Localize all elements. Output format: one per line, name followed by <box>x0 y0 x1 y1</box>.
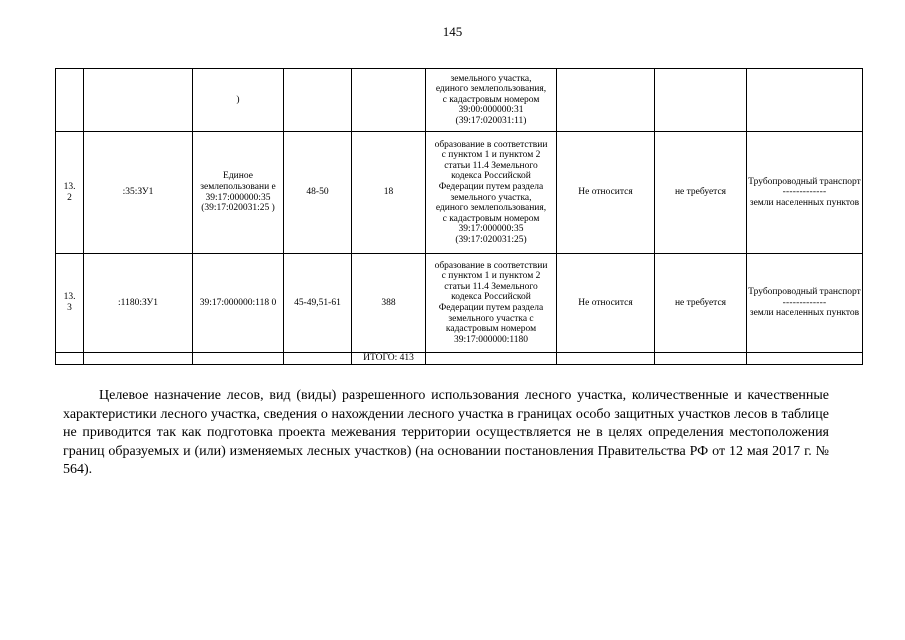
description-line: с кадастровым номером <box>442 213 540 224</box>
category-cell <box>557 69 655 132</box>
description-line: кодекса Российской <box>451 292 531 303</box>
description-line: земельного участка с <box>448 313 534 324</box>
land-category-label: земли населенных пунктов <box>749 308 860 319</box>
description-line: образование в соответствии <box>434 139 548 150</box>
description-line: с кадастровым номером <box>442 94 540 105</box>
area-cell <box>352 69 426 132</box>
description-line: земельного участка, <box>450 192 532 203</box>
permitted-use-label: Трубопроводный транспорт <box>748 176 861 187</box>
separator-dashes: ------------- <box>782 297 827 308</box>
approval-cell <box>655 69 747 132</box>
land-category-label: земли населенных пунктов <box>749 197 860 208</box>
total-row <box>56 353 863 365</box>
note-text: Целевое назначение лесов, вид (виды) разрешенного использования лесного участка, количественные и качественные характеристики лесного участка, сведения о нахождении лесного участка в границах особо защитных участков лесов в таблице не приводится так как подготовка проекта межевания территории осуществляется не в целях определения местоположения границ образуемых и (или) изменяемых лесных участков) (на основании постановления Правительства РФ от 12 мая 2017 г. № 564). <box>63 388 829 477</box>
description-line: кодекса Российской <box>451 171 531 182</box>
empty-cell <box>284 353 352 365</box>
approval-cell: не требуется <box>655 254 747 353</box>
description-line: статьи 11.4 Земельного <box>444 160 538 171</box>
plot-code-cell: :35:ЗУ1 <box>84 132 193 254</box>
description-line: единого землепользования, <box>435 84 547 95</box>
description-line: единого землепользования, <box>435 203 547 214</box>
formation-method-cell <box>426 254 557 353</box>
description-line: земельного участка, <box>450 73 532 84</box>
forest-note-paragraph <box>63 387 829 480</box>
category-cell: Не относится <box>557 132 655 254</box>
approval-cell: не требуется <box>655 132 747 254</box>
description-line: статьи 11.4 Земельного <box>444 281 538 292</box>
source-plot-cell: Единое землепользовани е 39:17:000000:35 (39:17:020031:25 ) <box>193 132 284 254</box>
permitted-use-cell <box>747 69 863 132</box>
description-line: 39:17:000000:1180 <box>453 334 529 345</box>
quarter-cell: 45-49,51-61 <box>284 254 352 353</box>
description-line: кадастровым номером <box>445 324 537 335</box>
total-cell: ИТОГО: 413 <box>352 353 426 365</box>
description-line: Федерации путем раздела <box>438 303 544 313</box>
plot-code-cell <box>84 69 193 132</box>
formation-method-cell <box>426 132 557 254</box>
description-line: (39:17:020031:11) <box>455 115 527 126</box>
table-row <box>56 69 863 132</box>
row-number-cell <box>56 69 84 132</box>
area-cell: 388 <box>352 254 426 353</box>
source-plot-cell: 39:17:000000:118 0 <box>193 254 284 353</box>
description-line: с пунктом 1 и пунктом 2 <box>441 271 541 282</box>
description-line: 39:00:000000:31 <box>458 105 524 116</box>
empty-cell <box>193 353 284 365</box>
description-line: (39:17:020031:25) <box>455 234 527 245</box>
quarter-cell <box>284 69 352 132</box>
table-row <box>56 132 863 254</box>
empty-cell <box>56 353 84 365</box>
separator-dashes: ------------- <box>782 187 827 198</box>
description-line: образование в соответствии <box>434 260 548 271</box>
page-number: 145 <box>442 24 463 39</box>
table-row <box>56 254 863 353</box>
description-line: Федерации путем раздела <box>438 181 544 192</box>
empty-cell <box>557 353 655 365</box>
permitted-use-label: Трубопроводный транспорт <box>748 287 861 298</box>
quarter-cell: 48-50 <box>284 132 352 254</box>
row-number-cell: 13. 2 <box>56 132 84 254</box>
empty-cell <box>426 353 557 365</box>
empty-cell <box>655 353 747 365</box>
permitted-use-cell <box>747 132 863 254</box>
permitted-use-cell <box>747 254 863 353</box>
description-line: с пунктом 1 и пунктом 2 <box>441 150 541 161</box>
area-cell: 18 <box>352 132 426 254</box>
plot-code-cell: :1180:ЗУ1 <box>84 254 193 353</box>
land-plots-table <box>55 68 863 365</box>
description-line: 39:17:000000:35 <box>458 224 524 235</box>
empty-cell <box>84 353 193 365</box>
source-plot-cell: ) <box>193 69 284 132</box>
formation-method-cell <box>426 69 557 132</box>
empty-cell <box>747 353 863 365</box>
row-number-cell: 13. 3 <box>56 254 84 353</box>
category-cell: Не относится <box>557 254 655 353</box>
